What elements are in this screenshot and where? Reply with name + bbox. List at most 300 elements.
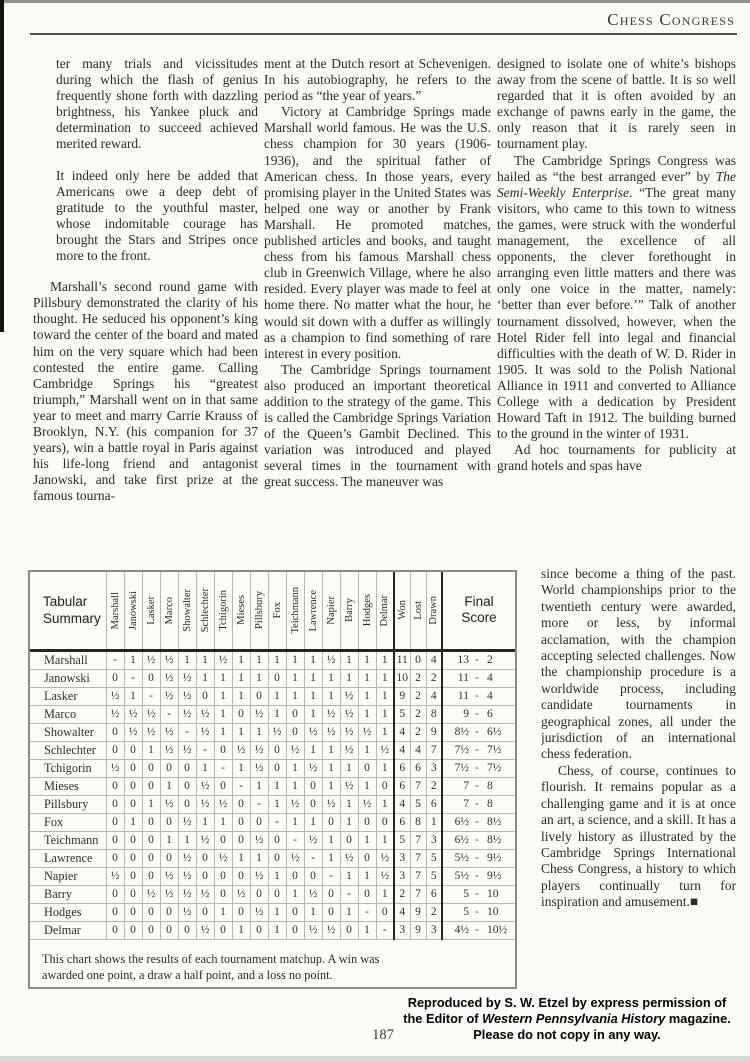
score-text: 8½ [487,833,502,846]
score-text: 6 [487,707,493,720]
result-cell: - [142,687,160,705]
table-row [30,687,515,705]
table-row [30,903,515,921]
result-cell: 0 [160,903,178,921]
result-cell: 0 [286,867,304,885]
result-cell: 1 [214,903,232,921]
score-text: 9½ [487,869,502,882]
result-cell: 0 [232,795,250,813]
result-cell: 1 [268,921,286,939]
column-header-final-score: Final Score [442,572,515,650]
drawn-cell: 5 [426,867,442,885]
score-text: 11 [457,671,469,684]
won-cell: 4 [394,903,410,921]
blockquote-paragraph [56,168,258,265]
lost-cell: 9 [410,921,426,939]
column-header-marshall: Marshall [106,572,124,650]
lost-cell: 2 [410,687,426,705]
copyright-line3: Please do not copy in any way. [473,1027,661,1042]
final-score-cell [442,813,515,831]
result-cell: 1 [358,650,376,669]
result-cell: 1 [322,777,340,795]
result-cell: ½ [214,795,232,813]
result-cell: ½ [214,849,232,867]
score-text: 7 [463,779,469,792]
table-row [30,831,515,849]
lost-cell: 5 [410,795,426,813]
column-header-napier: Napier [322,572,340,650]
final-score-cell [442,849,515,867]
result-cell: 0 [142,831,160,849]
result-cell: ½ [142,705,160,723]
result-cell: 1 [268,867,286,885]
result-cell: 0 [250,921,268,939]
score-text: 4 [487,689,493,702]
text-column-2 [264,56,491,568]
result-cell: 0 [214,741,232,759]
result-cell: 1 [214,687,232,705]
score-text: 10½ [487,923,508,936]
result-cell: 1 [376,687,394,705]
result-cell: 1 [196,813,214,831]
result-cell: 0 [124,831,142,849]
result-cell: ½ [178,687,196,705]
result-cell: 1 [340,795,358,813]
lost-cell: 8 [410,813,426,831]
result-cell: 1 [340,669,358,687]
result-cell: 1 [304,650,322,669]
lost-cell: 2 [410,723,426,741]
tournament-crosstable [28,570,517,989]
column-header-lawrence: Lawrence [304,572,322,650]
result-cell: 1 [232,759,250,777]
result-cell: 1 [376,759,394,777]
result-cell: 1 [178,831,196,849]
result-cell: - [376,921,394,939]
table-row [30,885,515,903]
result-cell: 1 [340,903,358,921]
result-cell: 0 [106,741,124,759]
final-score-cell [442,921,515,939]
result-cell: 0 [250,813,268,831]
copyright-line1: Reproduced by S. W. Etzel by express permission of [407,995,727,1010]
result-cell: 0 [106,831,124,849]
result-cell: 0 [214,777,232,795]
result-cell: ½ [142,650,160,669]
scan-edge-bottom [0,1056,750,1062]
result-cell: ½ [340,705,358,723]
result-cell: ½ [376,849,394,867]
score-text: - [475,923,479,936]
score-text: - [475,905,479,918]
player-row-label: Marco [30,705,106,723]
result-cell: 1 [340,650,358,669]
score-text: 9 [463,707,469,720]
result-cell: 0 [232,867,250,885]
result-cell: 1 [358,687,376,705]
player-row-label: Schlechter [30,741,106,759]
score-text: 2 [487,653,493,666]
column-header-showalter: Showalter [178,572,196,650]
score-text: - [475,833,479,846]
lost-cell: 2 [410,669,426,687]
score-text: 4½ [454,923,469,936]
player-row-label: Teichmann [30,831,106,849]
drawn-cell: 2 [426,903,442,921]
scan-edge-left [0,0,4,332]
result-cell: 0 [304,795,322,813]
column-header-hodges: Hodges [358,572,376,650]
score-text: - [475,653,479,666]
result-cell: 1 [376,705,394,723]
result-cell: 0 [160,921,178,939]
result-cell: 1 [124,687,142,705]
won-cell: 6 [394,813,410,831]
result-cell: ½ [232,741,250,759]
final-score-cell [442,867,515,885]
result-cell: ½ [304,885,322,903]
result-cell: 0 [124,777,142,795]
text-run: The Cambridge Springs Congress was hailed as “the best arranged ever” by [497,152,736,184]
result-cell: 1 [250,777,268,795]
result-cell: 0 [142,759,160,777]
final-score-cell [442,741,515,759]
column-header-teichmann: Teichmann [286,572,304,650]
result-cell: 1 [142,795,160,813]
result-cell: ½ [268,723,286,741]
result-cell: ½ [340,723,358,741]
column-header-tchigorin: Tchigorin [214,572,232,650]
text-run: . “The great many visitors, who came to this town to witness the games, were struck with the wonderful management, the excellence of all opponents, the clever forethought in arranging even little matters and there was only one voice in the matter, namely: ‘better than ever before.’” Talk of another tournament dissolved, however, when the Hotel Rider fell into legal and financial difficulties with the death of W. D. Rider in 1905. It was sold to the Polish National Alliance in 1911 and converted to Alliance College with a dedication by President Howard Taft in 1912. The building burned to the ground in the winter of 1931. [497,184,736,442]
result-cell: 0 [106,813,124,831]
result-cell: 1 [376,831,394,849]
result-cell: 0 [124,867,142,885]
won-cell: 6 [394,777,410,795]
text-run: The Cambridge Springs tournament also produced an important theoretical addition to the strategy of the game. This is called the Cambridge Springs Variation of the Queen’s Gambit Declined. This variation was introduced and played several times in the tournament with great success. The maneuver was [264,361,491,490]
scan-edge-top [0,0,750,3]
result-cell: 1 [286,669,304,687]
final-score-cell [442,723,515,741]
score-text: - [475,743,479,756]
drawn-cell: 3 [426,921,442,939]
lost-cell: 6 [410,759,426,777]
player-row-label: Marshall [30,650,106,669]
result-cell: - [214,759,232,777]
result-cell: 1 [160,831,178,849]
result-cell: 0 [178,777,196,795]
lost-cell: 7 [410,777,426,795]
result-cell: - [178,723,196,741]
table-caption-line2: awarded one point, a draw a half point, and a loss no point. [42,967,333,982]
text-column-3-upper [497,56,736,567]
result-cell: ½ [322,795,340,813]
score-text: - [475,689,479,702]
result-cell: 0 [286,723,304,741]
drawn-cell: 5 [426,849,442,867]
result-cell: 1 [232,849,250,867]
result-cell: 0 [358,849,376,867]
table-row [30,849,515,867]
result-cell: - [232,777,250,795]
result-cell: ½ [196,885,214,903]
result-cell: ½ [250,705,268,723]
result-cell: ½ [250,741,268,759]
final-score-cell [442,777,515,795]
final-score-cell [442,650,515,669]
result-cell: ½ [106,759,124,777]
result-cell: 0 [106,777,124,795]
result-cell: 0 [358,813,376,831]
result-cell: - [340,885,358,903]
text-run: since become a thing of the past. World championships prior to the twentieth century were awarded, more or less, by informal acclamation, with the champion accepting selected challenges. Now the championship procedure is a worldwide process, including candidate tournaments in geographical zones, all under the jurisdiction of an international chess federation. [541,566,736,762]
result-cell: ½ [304,759,322,777]
result-cell: 1 [322,741,340,759]
result-cell: ½ [106,705,124,723]
result-cell: 1 [232,687,250,705]
result-cell: 0 [106,795,124,813]
result-cell: 0 [322,885,340,903]
result-cell: 1 [322,687,340,705]
result-cell: 0 [214,867,232,885]
result-cell: 1 [268,650,286,669]
text-run: designed to isolate one of white’s bishops away from the scene of battle. It is so well regarded that it is often avoided by an exchange of pawns early in the game, the only reason that it is rarely seen in tournament play. [497,56,736,152]
table-row [30,813,515,831]
table-caption [30,945,515,983]
won-cell: 3 [394,849,410,867]
result-cell: 0 [196,849,214,867]
running-head-title: Chess Congress [607,10,735,29]
result-cell: 0 [106,723,124,741]
crosstable-grid [30,572,515,940]
score-text: 11 [457,689,469,702]
lost-cell: 7 [410,849,426,867]
table-caption-line1: This chart shows the results of each tournament matchup. A win was [42,952,380,966]
result-cell: ½ [124,723,142,741]
table-row [30,650,515,669]
result-cell: ½ [106,867,124,885]
result-cell: ½ [358,723,376,741]
result-cell: 1 [250,849,268,867]
result-cell: 1 [214,669,232,687]
result-cell: 0 [376,777,394,795]
text-run: It indeed only here be added that Americans owe a deep debt of gratitude to the youthful master, whose indomitable courage has brought the Stars and Stripes once more to the front. [56,167,258,264]
result-cell: 0 [322,903,340,921]
result-cell: - [286,831,304,849]
player-row-label: Delmar [30,921,106,939]
result-cell: 1 [196,759,214,777]
body-paragraph [264,104,491,362]
result-cell: 1 [124,813,142,831]
final-score-cell [442,687,515,705]
result-cell: 0 [268,885,286,903]
text-run: magazine. [665,1011,731,1026]
result-cell: ½ [160,741,178,759]
result-cell: - [304,849,322,867]
result-cell: ½ [250,759,268,777]
result-cell: ½ [160,795,178,813]
table-row [30,867,515,885]
result-cell: 1 [286,813,304,831]
result-cell: 0 [250,687,268,705]
result-cell: 0 [106,669,124,687]
result-cell: 0 [106,885,124,903]
result-cell: 0 [142,903,160,921]
result-cell: 0 [286,903,304,921]
result-cell: 0 [124,921,142,939]
column-header-won: Won [394,572,410,650]
score-text: 13 [457,653,469,666]
text-run: Victory at Cambridge Springs made Marshall world famous. He was the U.S. chess champion for 30 years (1906-1936), and the spiritual father of American chess. In those years, every promising player in the United States was helped one way or another by Frank Marshall. He promoted matches, published articles and books, and taught chess from his famous Marshall chess club in Greenwich Village, where he also resided. Every player was made to feel at home there. No matter what the hour, he would sit down with a duffer as willingly as a champion to find something of rare interest in every position. [264,104,491,361]
result-cell: ½ [124,705,142,723]
result-cell: 0 [124,759,142,777]
score-text: 6½ [454,833,469,846]
result-cell: 0 [268,669,286,687]
result-cell: ½ [160,669,178,687]
result-cell: 1 [376,795,394,813]
result-cell: 1 [376,885,394,903]
result-cell: 1 [358,921,376,939]
result-cell: 0 [142,777,160,795]
table-row [30,777,515,795]
text-run: Marshall’s second round game with Pillsbury demonstrated the clarity of his thought. He seduced his opponent’s king toward the center of the board and mated him on the very square which had been contested the entire game. Calling Cambridge Springs his “greatest triumph,” Marshall went on in that same year to meet and marry Carrie Krauss of Brooklyn, N.Y. (his companion for 37 years), win a battle royal in Paris against his life-long friend and antagonist Janowski, and take first prize at the famous tourna- [33,279,258,504]
score-text: 6½ [487,725,502,738]
won-cell: 9 [394,687,410,705]
score-text: - [475,797,479,810]
result-cell: 0 [106,849,124,867]
score-text: 4 [487,671,493,684]
result-cell: 1 [340,867,358,885]
result-cell: ½ [250,903,268,921]
result-cell: ½ [106,687,124,705]
score-text: - [475,887,479,900]
result-cell: 0 [214,885,232,903]
drawn-cell: 6 [426,885,442,903]
result-cell: ½ [160,687,178,705]
drawn-cell: 3 [426,831,442,849]
result-cell: - [196,741,214,759]
result-cell: - [160,705,178,723]
table-row [30,669,515,687]
body-paragraph [264,362,491,491]
result-cell: 1 [304,705,322,723]
text-run: ter many trials and vicissitudes during which the flash of genius frequently shone forth with dazzling brightness, his Yankee pluck and determination to succeed achieved merited reward. [56,56,258,152]
won-cell: 4 [394,723,410,741]
result-cell: 0 [232,813,250,831]
result-cell: 1 [286,650,304,669]
column-header-fox: Fox [268,572,286,650]
result-cell: ½ [178,903,196,921]
won-cell: 5 [394,831,410,849]
result-cell: ½ [340,741,358,759]
result-cell: 0 [196,687,214,705]
result-cell: 0 [142,813,160,831]
table-row [30,921,515,939]
final-score-cell [442,669,515,687]
result-cell: ½ [160,885,178,903]
score-text: 5½ [454,869,469,882]
result-cell: ½ [340,687,358,705]
result-cell: 1 [322,831,340,849]
body-paragraph [497,56,736,153]
column-header-schlechter: Schlechter [196,572,214,650]
result-cell: ½ [160,650,178,669]
result-cell: 0 [178,759,196,777]
lost-cell: 2 [410,705,426,723]
result-cell: 1 [268,705,286,723]
result-cell: 1 [376,669,394,687]
result-cell: 1 [358,867,376,885]
result-cell: 0 [286,705,304,723]
result-cell: 0 [106,921,124,939]
result-cell: ½ [376,741,394,759]
result-cell: - [250,795,268,813]
result-cell: ½ [376,867,394,885]
result-cell: ½ [196,777,214,795]
result-cell: ½ [340,849,358,867]
score-text: 8½ [487,815,502,828]
result-cell: 0 [340,921,358,939]
score-text: 5 [463,887,469,900]
score-text: 7½ [454,761,469,774]
result-cell: 0 [268,759,286,777]
player-row-label: Showalter [30,723,106,741]
result-cell: 0 [232,831,250,849]
result-cell: 0 [142,921,160,939]
won-cell: 10 [394,669,410,687]
result-cell: 1 [232,723,250,741]
page-number: 187 [372,1027,394,1043]
text-column-1 [33,56,258,568]
result-cell: 1 [340,813,358,831]
result-cell: ½ [178,705,196,723]
player-row-label: Mieses [30,777,106,795]
result-cell: 1 [358,777,376,795]
result-cell: 1 [142,741,160,759]
result-cell: ½ [304,723,322,741]
result-cell: 0 [358,759,376,777]
result-cell: 0 [160,849,178,867]
score-text: - [475,815,479,828]
result-cell: ½ [142,885,160,903]
result-cell: 0 [124,849,142,867]
result-cell: 1 [178,650,196,669]
result-cell: - [124,669,142,687]
score-text: 8 [487,797,493,810]
result-cell: 1 [268,795,286,813]
result-cell: 1 [268,903,286,921]
result-cell: 1 [304,903,322,921]
result-cell: 1 [358,831,376,849]
score-text: - [475,851,479,864]
drawn-cell: 1 [426,813,442,831]
result-cell: 1 [304,813,322,831]
lost-cell: 4 [410,741,426,759]
drawn-cell: 9 [426,723,442,741]
player-row-label: Tchigorin [30,759,106,777]
drawn-cell: 4 [426,687,442,705]
player-row-label: Hodges [30,903,106,921]
column-header-janowski: Janowski [124,572,142,650]
result-cell: 1 [322,759,340,777]
score-text: 7½ [487,743,502,756]
text-run: ment at the Dutch resort at Schevenigen. In his autobiography, he refers to the period as “the year of years.” [264,56,491,104]
table-row [30,705,515,723]
final-score-cell [442,831,515,849]
score-text: 8½ [454,725,469,738]
blockquote-paragraph [56,56,258,153]
table-row [30,795,515,813]
player-row-label: Pillsbury [30,795,106,813]
